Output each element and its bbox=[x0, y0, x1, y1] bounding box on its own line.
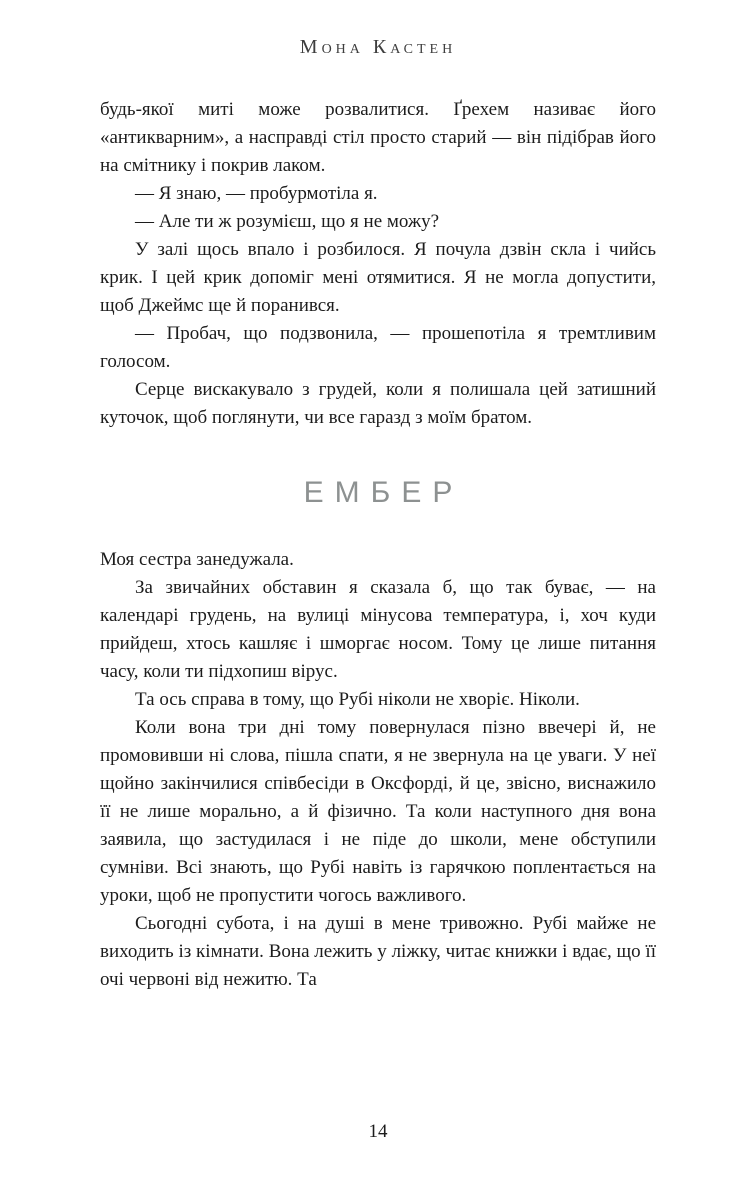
paragraph-dialogue: — Але ти ж розумієш, що я не можу? bbox=[135, 211, 440, 232]
paragraph: будь-якої миті може розвалитися. Ґрехем називає його «антикварним», а насправді стіл просто старий — він підібрав його на смітнику і покрив лаком. bbox=[100, 99, 656, 176]
paragraph: Коли вона три дні тому повернулася пізно ввечері й, не промовивши ні слова, пішла спати, я не звернула на це уваги. У неї щойно закінчилися співбесіди в Оксфорді, й це, звісно, виснажило її не лише морально, а й фізично. Та коли наступного дня вона заявила, що застудилася і не піде до школи, мене обступили сумніви. Всі знають, що Рубі навіть із гарячкою поплентається на уроки, щоб не пропустити чогось важливого. bbox=[100, 717, 656, 906]
paragraph: Та ось справа в тому, що Рубі ніколи не хворіє. Ніколи. bbox=[135, 689, 580, 710]
paragraph: Серце вискакувало з грудей, коли я полишала цей затишний куточок, щоб поглянути, чи все гаразд з моїм братом. bbox=[100, 379, 656, 428]
paragraph: У залі щось впало і розбилося. Я почула дзвін скла і чийсь крик. І цей крик допоміг мені отямитися. Я не могла допустити, щоб Джеймс ще й поранився. bbox=[100, 239, 656, 316]
paragraph: За звичайних обставин я сказала б, що так буває, — на календарі грудень, на вулиці мінусова температура, і, хоч куди прийдеш, хтось кашляє і шморгає носом. Тому це лише питання часу, коли ти підхопиш вірус. bbox=[100, 577, 656, 682]
paragraph: Сьогодні субота, і на душі в мене тривожно. Рубі майже не виходить із кімнати. Вона лежить у ліжку, читає книжки і вдає, що її очі червоні від нежитю. Та bbox=[100, 913, 656, 990]
chapter-heading: ЕМБЕР bbox=[303, 476, 464, 509]
body-text bbox=[100, 96, 656, 994]
page-number: 14 bbox=[368, 1121, 388, 1142]
paragraph-dialogue: — Пробач, що подзвонила, — прошепотіла я тремтливим голосом. bbox=[100, 323, 656, 372]
running-header-author: Мона Кастен bbox=[299, 36, 457, 58]
paragraph-dialogue: — Я знаю, — пробурмотіла я. bbox=[135, 183, 378, 204]
paragraph: Моя сестра занедужала. bbox=[100, 549, 294, 570]
